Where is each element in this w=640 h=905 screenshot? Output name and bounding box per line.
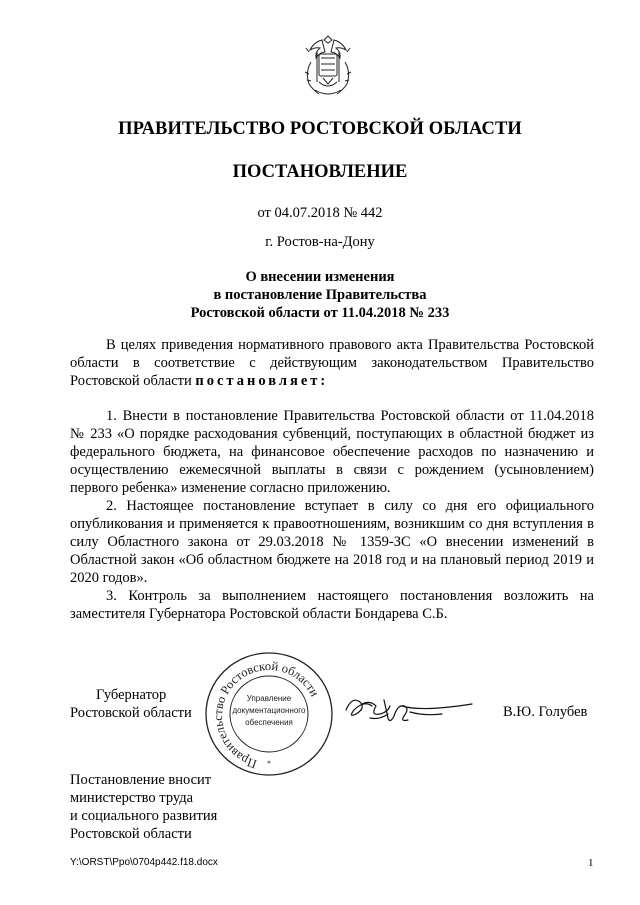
organization-title: ПРАВИТЕЛЬСТВО РОСТОВСКОЙ ОБЛАСТИ bbox=[118, 119, 522, 139]
document-date-number: от 04.07.2018 № 442 bbox=[257, 205, 383, 221]
svg-text:Управление: Управление bbox=[246, 694, 292, 703]
subject-line: О внесении изменения bbox=[245, 269, 395, 285]
submitted-by-line: Постановление вносит bbox=[70, 772, 212, 788]
signatory-region: Ростовской области bbox=[70, 705, 192, 721]
preamble-text: В целях приведения нормативного правового акта Правительства Ростовской области в соответствие с действующим законодательством Правительство Ростовской области bbox=[70, 337, 594, 389]
preamble bbox=[70, 336, 594, 390]
submitted-by-line: и социального развития bbox=[70, 808, 218, 824]
svg-text:обеспечения: обеспечения bbox=[245, 718, 293, 727]
decree-word: постановляет: bbox=[195, 373, 329, 389]
document-type: ПОСТАНОВЛЕНИЕ bbox=[232, 162, 408, 182]
subject-line: в постановление Правительства bbox=[213, 287, 427, 303]
clause-item: 2. Настоящее постановление вступает в силу со дня его официального опубликования и применяется к правоотношениям, возникшим со дня вступления в силу Областного закона от 29.03.2018 № 1359-ЗС «О внесении изменений в Областной закон «Об областном бюджете на 2018 год и на плановый период 2019 и 2020 годов». bbox=[70, 498, 594, 586]
submitted-by bbox=[70, 771, 217, 843]
page-number: 1 bbox=[588, 857, 594, 869]
clause-item: 3. Контроль за выполнением настоящего постановления возложить на заместителя Губернатора Ростовской области Бондарева С.Б. bbox=[70, 588, 594, 622]
svg-text:Правительство Ростовской облас: Правительство Ростовской области bbox=[210, 658, 322, 772]
subject-line: Ростовской области от 11.04.2018 № 233 bbox=[190, 305, 450, 321]
clauses-list bbox=[70, 407, 594, 623]
svg-text:*: * bbox=[267, 759, 271, 768]
file-path: Y:\ORST\Ppo\0704p442.f18.docx bbox=[70, 857, 218, 868]
coat-of-arms-emblem bbox=[297, 32, 359, 100]
submitted-by-line: министерство труда bbox=[70, 790, 194, 806]
document-subject bbox=[0, 268, 640, 322]
signatory-title: Губернатор bbox=[96, 687, 167, 703]
signatory-name: В.Ю. Голубев bbox=[503, 704, 588, 720]
signatory-position bbox=[70, 686, 192, 722]
clause-item: 1. Внести в постановление Правительства Ростовской области от 11.04.2018 № 233 «О порядке расходования субвенций, поступающих в областной бюджет из федерального бюджета, на финансовое обеспечение расходов по назначению и осуществлению ежемесячной выплаты в связи с рождением (усыновлением) первого ребенка» изменение согласно приложению. bbox=[70, 408, 594, 496]
official-seal-stamp bbox=[203, 650, 335, 778]
submitted-by-line: Ростовской области bbox=[70, 826, 192, 842]
handwritten-signature bbox=[340, 690, 475, 730]
document-city: г. Ростов-на-Дону bbox=[265, 234, 375, 250]
svg-text:документационного: документационного bbox=[232, 706, 306, 715]
